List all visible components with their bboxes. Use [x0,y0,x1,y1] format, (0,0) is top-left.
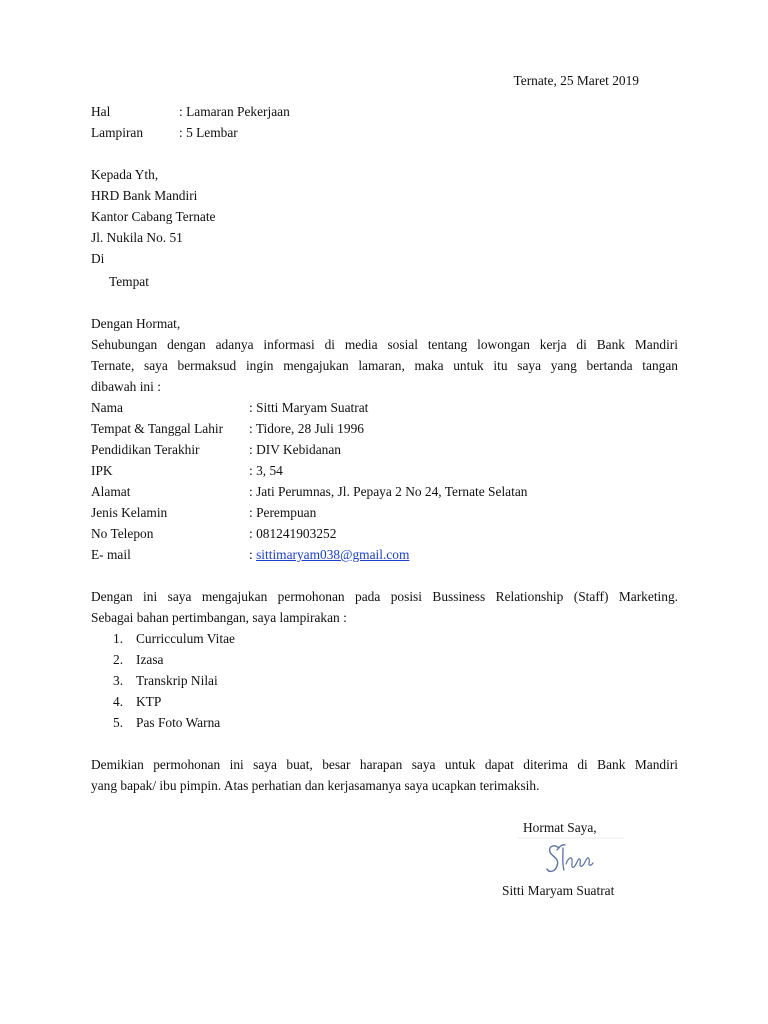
detail-value-ttl: : Tidore, 28 Juli 1996 [249,421,364,436]
detail-label-pendidikan: Pendidikan Terakhir [91,442,200,457]
detail-value-ipk: : 3, 54 [249,463,283,478]
intro-line: dibawah ini : [91,379,161,394]
intro-line: Ternate, saya bermaksud ingin mengajukan lamaran, maka untuk itu saya yang bertanda tangan [91,358,678,373]
detail-label-alamat: Alamat [91,484,131,499]
place-date: Ternate, 25 Maret 2019 [513,73,639,88]
detail-label-telepon: No Telepon [91,526,154,541]
attachment-number: 3. [113,673,124,688]
handwritten-signature-icon [516,836,626,884]
detail-value-gender: : Perempuan [249,505,317,520]
greeting: Dengan Hormat, [91,316,181,331]
detail-value-email [249,544,409,565]
attachment-item: Pas Foto Warna [136,715,221,730]
recipient-line: Tempat [109,274,149,289]
attachment-item: Transkrip Nilai [136,673,218,688]
detail-value-alamat: : Jati Perumnas, Jl. Pepaya 2 No 24, Ternate Selatan [249,484,528,499]
detail-label-nama: Nama [91,400,123,415]
detail-label-gender: Jenis Kelamin [91,505,168,520]
lampiran-value: : 5 Lembar [179,125,238,140]
recipient-line: Kantor Cabang Ternate [91,209,216,224]
detail-label-email: E- mail [91,547,131,562]
email-colon: : [249,547,257,562]
recipient-line: Kepada Yth, [91,167,159,182]
detail-label-ipk: IPK [91,463,113,478]
intro-line: Sehubungan dengan adanya informasi di media sosial tentang lowongan kerja di Bank Mandiri [91,337,678,352]
signoff-salutation: Hormat Saya, [523,820,597,835]
attachment-number: 4. [113,694,124,709]
position-line: Sebagai bahan pertimbangan, saya lampirakan : [91,610,347,625]
position-line: Dengan ini saya mengajukan permohonan pada posisi Bussiness Relationship (Staff) Marketing. [91,589,678,604]
recipient-line: Jl. Nukila No. 51 [91,230,183,245]
lampiran-label: Lampiran [91,125,144,140]
attachment-number: 2. [113,652,124,667]
detail-label-ttl: Tempat & Tanggal Lahir [91,421,224,436]
closing-line: yang bapak/ ibu pimpin. Atas perhatian dan kerjasamanya saya ucapkan terimaksih. [91,778,540,793]
detail-value-telepon: : 081241903252 [249,526,337,541]
attachment-item: KTP [136,694,162,709]
attachment-item: Izasa [136,652,164,667]
attachment-number: 5. [113,715,124,730]
detail-value-nama: : Sitti Maryam Suatrat [249,400,369,415]
detail-value-pendidikan: : DIV Kebidanan [249,442,341,457]
closing-line: Demikian permohonan ini saya buat, besar harapan saya untuk dapat diterima di Bank Mandiri [91,757,678,772]
hal-label: Hal [91,104,111,119]
recipient-line: HRD Bank Mandiri [91,188,198,203]
email-link[interactable]: sittimaryam038@gmail.com [256,547,410,562]
hal-value: : Lamaran Pekerjaan [179,104,290,119]
recipient-line: Di [91,251,105,266]
signoff-name: Sitti Maryam Suatrat [502,883,615,898]
attachment-item: Curricculum Vitae [136,631,235,646]
attachment-number: 1. [113,631,124,646]
